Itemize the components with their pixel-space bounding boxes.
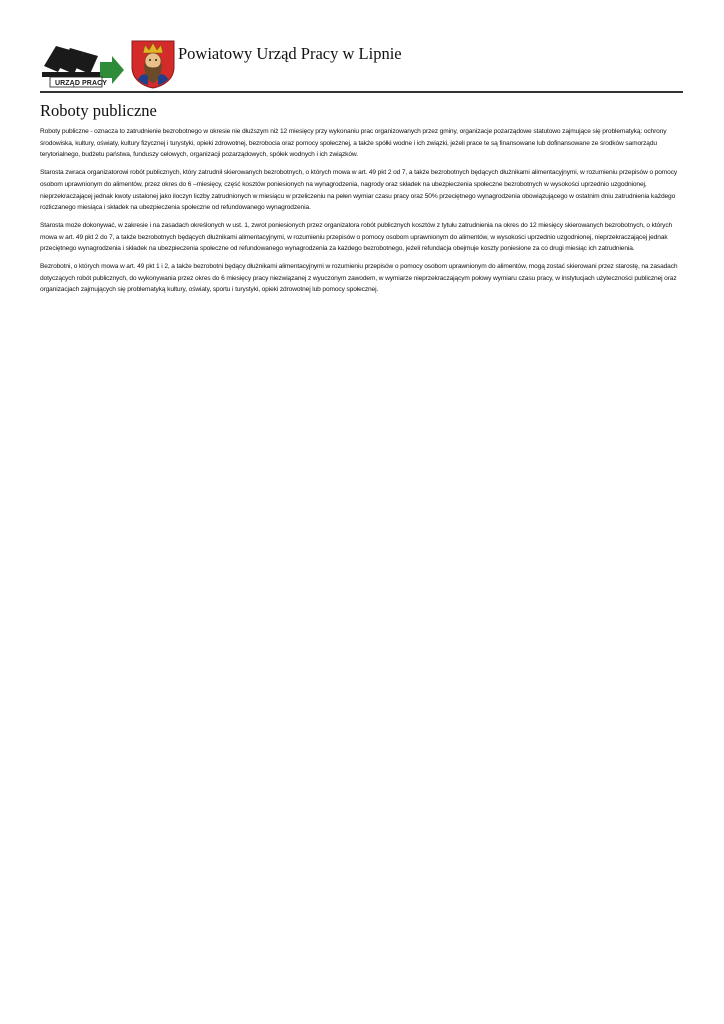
page-header: [40, 38, 683, 93]
paragraph: Starosta zwraca organizatorowi robót publicznych, który zatrudnił skierowanych bezrobotnych, o których mowa w art. 49 pkt 2 od 7, a także bezrobotnych będących dłużnikami alimentacyjnymi, w rozumieniu przepisów o pomocy osobom uprawnionym do alimentów, przez okres do 6 –miesięcy, część kosztów poniesionych na wynagrodzenia, nagrody oraz składek na ubezpieczenia społeczne bezrobotnych w wysokości uprzednio uzgodnionej, nieprzekraczającej jednak kwoty ustalonej jako iloczyn liczby zatrudnionych w miesiącu w przeliczeniu na pełen wymiar czasu pracy oraz 50% przeciętnego wynagrodzenia obowiązującego w ostatnim dniu zatrudnienia każdego rozliczanego miesiąca i składek na ubezpieczenia społeczne od refundowanego wynagrodzenia.: [40, 169, 678, 212]
urzad-pracy-logo-icon: [40, 42, 126, 88]
coat-of-arms-graphic: [130, 39, 176, 89]
paragraph: Roboty publiczne - oznacza to zatrudnienie bezrobotnego w okresie nie dłuższym niż 12 miesięcy przy wykonaniu prac organizowanych przez gminy, organizacje pozarządowe statutowo zajmujące się problematyką: ochrony środowiska, kultury, oświaty, kultury fizycznej i turystyki, opieki zdrowotnej, bezrobocia oraz pomocy społecznej, a także spółki wodne i ich związki, jeżeli prace te są finansowane lub dofinansowane ze środków samorządu terytorialnego, budżetu państwa, funduszy celowych, organizacji pozarządowych, spółek wodnych i ich związków.: [40, 128, 667, 159]
page-title: Roboty publiczne: [40, 101, 157, 120]
article-body: [40, 126, 684, 302]
paragraph: Starosta może dokonywać, w zakresie i na zasadach określonych w ust. 1, zwrot poniesionych przez organizatora robót publicznych kosztów z tytułu zatrudnienia na okres do 12 miesięcy skierowanych bezrobotnych, o których mowa w art. 49 pkt 2 do 7, a także bezrobotnych będących dłużnikami alimentacyjnymi, w rozumieniu przepisów o pomocy osobom uprawnionym do alimentów, w wysokości uprzednio uzgodnionej, nieprzekraczającej jednak przeciętnego wynagrodzenia i składek na ubezpieczenia społeczne od refundowanego wynagrodzenia za każdego bezrobotnego, jeżeli refundacja obejmuje koszty poniesione za co drugi miesiąc ich zatrudnienia.: [40, 221, 673, 253]
lipno-coat-of-arms-icon: [130, 39, 176, 89]
paragraph: Bezrobotni, o których mowa w art. 49 pkt 1 i 2, a także bezrobotni będący dłużnikami alimentacyjnymi w rozumieniu przepisów o pomocy osobom uprawnionym do alimentów, mogą zostać skierowani przez starostę, na zasadach dotyczących robót publicznych, do wykonywania przez okres do 6 miesięcy pracy niezwiązanej z wyuczonym zawodem, w wymiarze nieprzekraczającym połowy wymiaru czasu pracy, w instytucjach użyteczności publicznej oraz organizacjach zajmujących się problematyką kultury, oświaty, sportu i turystyki, opieki zdrowotnej lub pomocy społecznej.: [40, 263, 678, 294]
office-name: Powiatowy Urząd Pracy w Lipnie: [178, 44, 402, 63]
logo-caption: URZĄD PRACY: [55, 80, 108, 87]
